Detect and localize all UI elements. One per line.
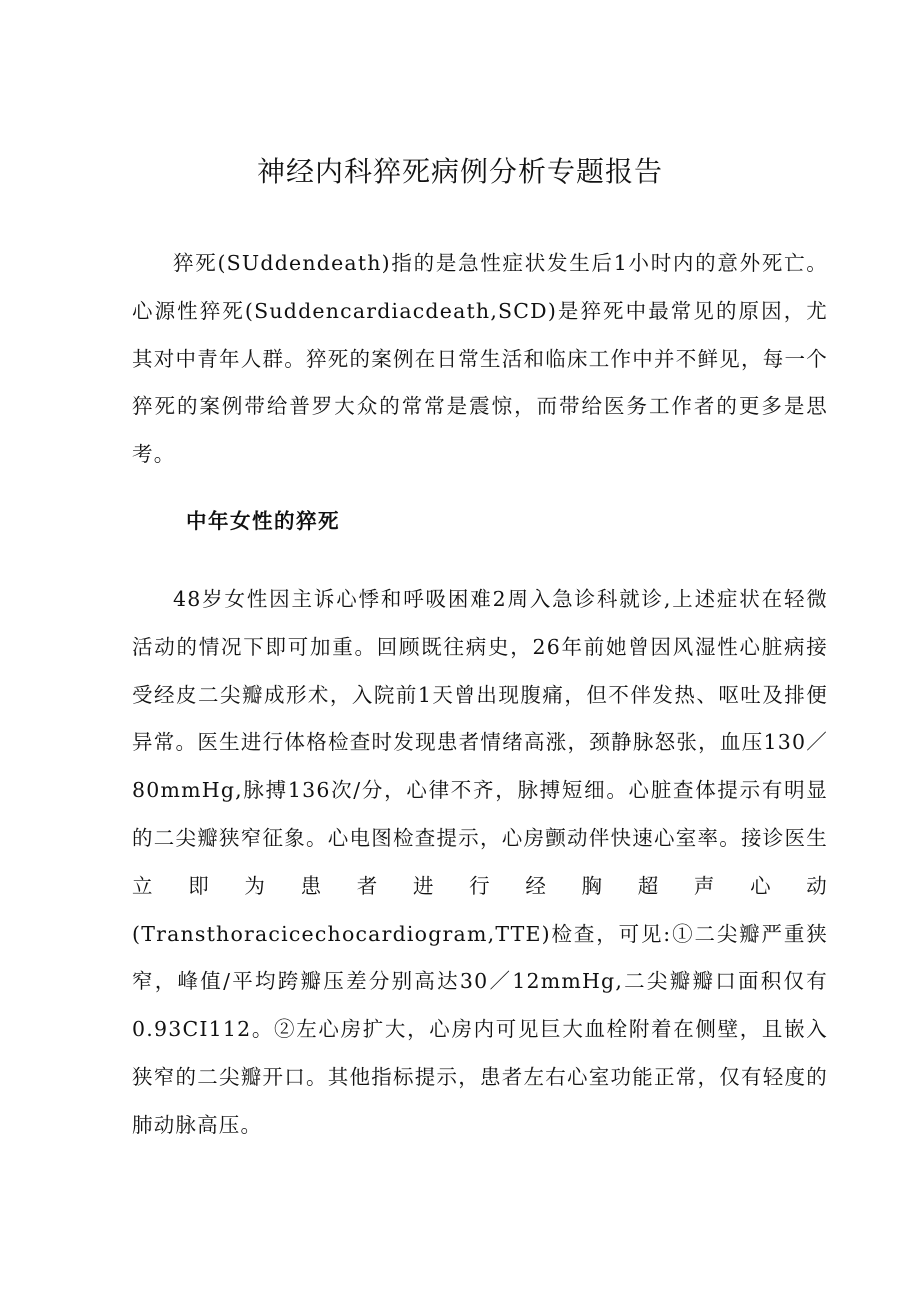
case-paragraph: 48岁女性因主诉心悸和呼吸困难2周入急诊科就诊,上述症状在轻微活动的情况下即可加重。回顾既往病史，26年前她曾因风湿性心脏病接受经皮二尖瓣成形术，入院前1天曾出现腹痛，但不伴发热、呕吐及排便异常。医生进行体格检查时发现患者情绪高涨，颈静脉怒张，血压130／80mmHg,脉搏136次/分，心律不齐，脉搏短细。心脏查体提示有明显的二尖瓣狭窄征象。心电图检查提示，心房颤动伴快速心室率。接诊医生立即为患者进行经胸超声心动(Transthoracicechocardiogram,TTE)检查，可见:①二尖瓣严重狭窄，峰值/平均跨瓣压差分别高达30／12mmHg,二尖瓣瓣口面积仅有0.93CI112。②左心房扩大，心房内可见巨大血栓附着在侧壁，且嵌入狭窄的二尖瓣开口。其他指标提示，患者左右心室功能正常，仅有轻度的肺动脉高压。 bbox=[132, 587, 828, 1137]
intro-paragraph: 猝死(SUddendeath)指的是急性症状发生后1小时内的意外死亡。心源性猝死(Suddencardiacdeath,SCD)是猝死中最常见的原因，尤其对中青年人群。猝死的案例在日常生活和临床工作中并不鲜见，每一个猝死的案例带给普罗大众的常常是震惊，而带给医务工作者的更多是思考。 bbox=[132, 251, 828, 467]
section-heading: 中年女性的猝死 bbox=[186, 509, 340, 533]
document-title: 神经内科猝死病例分析专题报告 bbox=[256, 155, 663, 188]
